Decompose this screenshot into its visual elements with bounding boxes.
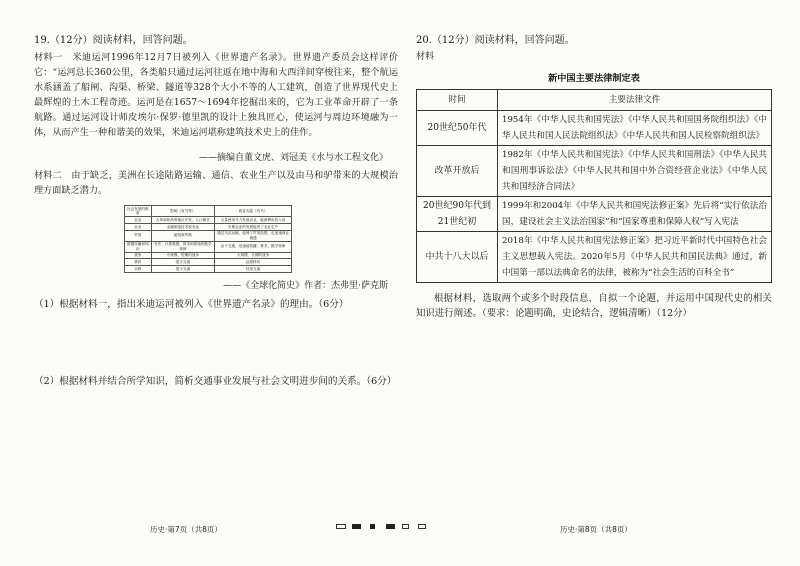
table-cell: 由于交通，迅速地传播、算术、数学规律 bbox=[215, 241, 292, 252]
table-cell: 缩短商贸路 bbox=[151, 230, 215, 241]
table-header-row bbox=[125, 206, 292, 217]
q19-comparison-table bbox=[124, 205, 292, 273]
row-docs: 1954年《中华人民共和国宪法》《中华人民共和国国务院组织法》《中华人民共和国人民法院组织法》《中华人民共和国人民检察院组织法》 bbox=[498, 111, 772, 146]
registration-mark bbox=[402, 524, 409, 529]
table-header-row bbox=[417, 90, 772, 111]
table-row bbox=[125, 230, 292, 241]
row-time: 中共十八大以后 bbox=[417, 232, 498, 283]
row-docs: 1982年《中华人民共和国宪法》《中华人民共和国刑法》《中华人民共和国刑事诉讼法》《中华人民共和国中外合资经营企业法》《中华人民共和国经济合同法》 bbox=[498, 146, 772, 197]
q19-source-1: ——摘编自董文虎、刘冠美《水与水工程文化》 bbox=[198, 153, 388, 163]
table-cell: 战争 bbox=[125, 252, 152, 259]
q19-source-2: ——《全球化简史》作者：杰弗里·萨克斯 bbox=[223, 280, 388, 291]
table-header-cell: 影响（有马等） bbox=[151, 206, 215, 217]
table-row bbox=[125, 252, 292, 259]
row-time: 20世纪90年代到21世纪初 bbox=[417, 197, 498, 232]
scan-registration-marks bbox=[336, 522, 446, 532]
registration-mark bbox=[386, 524, 395, 529]
row-docs: 2018年《中华人民共和国宪法修正案》把习近平新时代中国特色社会主义思想载入宪法。2020年5月《中华人民共和国民法典》通过，新中国第一部以法典命名的法律，被称为“社会生活的百科全书” bbox=[498, 232, 772, 283]
table-row bbox=[417, 197, 772, 232]
column-header-time: 时间 bbox=[417, 90, 498, 111]
q19-material-2: 材料二 由于缺乏，美洲在长途陆路运输、通信、农业生产以及由马和驴带来的大规模治理方面缺乏潜力。 bbox=[34, 171, 398, 196]
table-cell: 宗教 bbox=[125, 266, 152, 273]
q19-sub-question-2: （2）根据材料并结合所学知识，简析交通事业发展与社会文明进步间的关系。（6分） bbox=[34, 375, 397, 387]
q19-sub-question-1: （1）根据材料一，指出米迪运河被列入《世界遗产名录》的理由。（6分） bbox=[34, 298, 349, 310]
table-header-cell: 社会发展的维度 bbox=[125, 206, 152, 217]
row-time: 改革开放后 bbox=[417, 146, 498, 197]
table-row bbox=[125, 217, 292, 224]
column-header-docs: 主要法律文件 bbox=[498, 90, 772, 111]
table-row bbox=[125, 223, 292, 230]
table-row bbox=[125, 259, 292, 266]
question-19 bbox=[34, 34, 398, 389]
table-cell: 贸易 bbox=[125, 230, 152, 241]
registration-mark bbox=[336, 524, 346, 529]
table-cell: 大草原和热带地区开发、人口稠多 bbox=[151, 217, 215, 224]
table-cell: 农业 bbox=[125, 217, 152, 224]
table-row bbox=[125, 241, 292, 252]
table-header-cell: 欧亚大陆（有马） bbox=[215, 206, 292, 217]
table-cell: 早期农业的发展促进了农业生产 bbox=[215, 223, 292, 230]
table-cell: 数据传播和知识 bbox=[125, 241, 152, 252]
table-row bbox=[417, 146, 772, 197]
table-cell: 小规模、短期的战争 bbox=[151, 252, 215, 259]
table-cell: 通过马匹运输，延伸了贸易范围，也加速商业流通 bbox=[215, 230, 292, 241]
law-table bbox=[416, 89, 772, 283]
q19-heading: 19.（12分）阅读材料，回答问题。 bbox=[34, 35, 193, 46]
table-cell: 金属制造技术较发达 bbox=[151, 223, 215, 230]
table-cell: 大量使用马力发展农业，能源费用投入高 bbox=[215, 217, 292, 224]
table-cell: 农业 bbox=[125, 223, 152, 230]
q20-heading: 20.（12分）阅读材料，回答问题。 bbox=[416, 35, 575, 46]
table-cell: 远程移民 bbox=[215, 259, 292, 266]
registration-mark bbox=[352, 524, 361, 529]
row-time: 20世纪50年代 bbox=[417, 111, 498, 146]
table-cell: 很少交流 bbox=[151, 259, 215, 266]
question-20 bbox=[416, 34, 772, 321]
row-docs: 1999年和2004年《中华人民共和国宪法修正案》先后将“实行依法治国，建设社会主义法治国家”和“国家尊重和保障人权”写入宪法 bbox=[498, 197, 772, 232]
footer-right-page-number: 历史·第8页（共8页） bbox=[560, 525, 632, 534]
registration-mark bbox=[370, 524, 375, 529]
law-table-title: 新中国主要法律制定表 bbox=[548, 73, 640, 84]
registration-mark bbox=[418, 524, 426, 529]
table-row bbox=[417, 232, 772, 283]
table-row bbox=[125, 266, 292, 273]
table-cell: 写作、计算数据、算术和原始的数学规律 bbox=[151, 241, 215, 252]
q19-material-1: 材料一 米迪运河1996年12月7日被列入《世界遗产名录》。世界遗产委员会这样评价它：“运河总长360公里，各类船只通过运河往返在地中海和大西洋间穿梭往来，整个航运水系涵盖了船闸、沟渠、桥梁、隧道等328个大小不等的人工建筑，创造了世界现代史上最辉煌的土木工程奇迹。运河是在1657～1694年挖掘出来的，它为工业革命开辟了一条航路。通过运河设计师皮埃尔·保罗·德里凯的设计上独具匠心，使运河与周边环境融为一体，从而产生一种和谐美的效果，米迪运河堪称建筑技术史上的佳作。 bbox=[34, 53, 398, 138]
footer-left-page-number: 历史·第7页（共8页） bbox=[150, 525, 222, 534]
table-row bbox=[417, 111, 772, 146]
table-cell: 移民 bbox=[125, 259, 152, 266]
table-cell: 大规模、长期的战争 bbox=[215, 252, 292, 259]
q20-task: 根据材料，选取两个或多个时段信息，自拟一个论题，并运用中国现代史的相关知识进行阐述。（要求：论题明确，史论结合，逻辑清晰）（12分） bbox=[416, 293, 772, 319]
table-cell: 很少交流 bbox=[151, 266, 215, 273]
table-cell: 经常交流 bbox=[215, 266, 292, 273]
q20-material-label: 材料 bbox=[416, 52, 435, 62]
